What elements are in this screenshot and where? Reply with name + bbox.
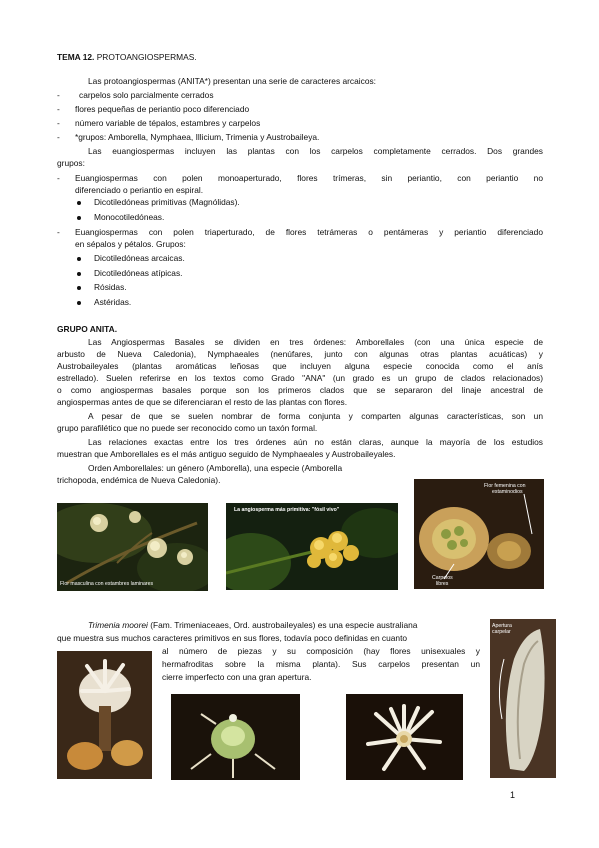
amborella-female-flower-photo [414,479,544,589]
photo-caption: Flor femenina con [484,483,526,489]
dash-marker: - [57,173,60,183]
intro-item: número variable de tépalos, estambres y carpelos [75,118,261,128]
anita-p1-line: angiospermas antes de que se diferenciaran el resto de las plantas con flores. [57,397,348,407]
intro-item: flores pequeñas de periantio poco diferenciado [75,104,250,114]
dash-marker: - [57,118,60,128]
group2-bullet: Astéridas. [94,297,132,307]
section-heading-anita: GRUPO ANITA. [57,324,118,334]
anita-p4-line: trichopoda, endémica de Nueva Caledonia). [57,475,221,485]
intro-item: carpelos solo parcialmente cerrados [79,90,214,100]
apertura-carpelar-photo [490,619,556,778]
photo-caption: La angiosperma más primitiva: "fósil vivo" [234,507,340,513]
photo-caption: Apertura [492,623,512,629]
trimenia-carpel-photo [171,694,300,780]
bullet [77,216,81,220]
anita-p1-line: Austrobaileyales (plantas aromáticas leñosas que incluyen alguna especie conocida como el anís [57,361,543,371]
euang-line1: Las euangiospermas incluyen las plantas con los carpelos completamente cerrados. Dos grandes [88,146,543,156]
anita-p2-line: grupo parafilético que no puede ser reconocido como un taxón formal. [57,423,318,433]
trimenia-line1 [88,620,417,631]
trimenia-line4: hermafroditas sobre la misma planta). Sus carpelos presentan un [162,659,480,669]
bullet [77,286,81,290]
trimenia-line2: que muestra sus muchos caracteres primitivos en sus flores, todavía poco definidas en cuanto [57,633,408,643]
group2-bullet: Rósidas. [94,282,127,292]
intro-lead: Las protoangiospermas (ANITA*) presentan una serie de caracteres arcaicos: [88,76,376,86]
bullet [77,272,81,276]
anita-p1-line: estrellado). Suelen referirse en los textos como Grado "ANA" (un grado es un grupo de clados relacionados) [57,373,543,383]
photo-caption: estaminodios [492,489,523,495]
group1-line1: Euangiospermas con polen monoaperturado, flores trímeras, sin periantio, con periantio no [75,173,543,183]
group2-bullet: Dicotiledóneas atípicas. [94,268,183,278]
group1-line2: diferenciado o periantio en espiral. [75,185,204,195]
photo-caption: Carpelos [432,575,453,581]
dash-marker: - [57,132,60,142]
anita-p3-line: muestran que Amborellales es el más antiguo seguido de Nymphaeales y Austrobaileyales. [57,449,396,459]
bullet [77,257,81,261]
dash-marker: - [57,104,60,114]
dash-marker: - [57,227,60,237]
anita-p1-line: Las Angiospermas Basales se dividen en tres órdenes: Amborellales (con una única especie de [88,337,543,347]
tema-title: PROTOANGIOSPERMAS. [96,52,197,62]
anita-p3-line: Las relaciones exactas entre los tres órdenes aún no están claras, aunque la mayoría de los estudios [88,437,543,447]
group2-line1: Euangiospermas con polen triaperturado, de flores tetrámeras o pentámeras y periantio diferenciado [75,227,543,237]
group2-bullet: Dicotiledóneas arcaicas. [94,253,185,263]
intro-item: *grupos: Amborella, Nymphaea, Illicium, Trimenia y Austrobaileya. [75,132,320,142]
trimenia-white-flower-photo [346,694,463,780]
euang-line2: grupos: [57,158,85,168]
trimenia-line3: al número de piezas y su composición (hay flores unisexuales y [162,646,480,656]
bullet [77,301,81,305]
group2-line2: en sépalos y pétalos. Grupos: [75,239,186,249]
trimenia-flower-photo [57,651,152,779]
amborella-fossil-photo [226,503,398,590]
photo-caption: libres [436,581,449,587]
trimenia-line1-rest: (Fam. Trimeniaceaes, Ord. austrobaileyales) es una especie australiana [147,620,418,630]
group1-bullet: Monocotiledóneas. [94,212,165,222]
species-name: Trimenia moorei [88,620,148,630]
tema-label: TEMA 12. [57,52,95,62]
photo-caption: Flor masculina con estambres laminares [60,581,154,587]
dash-marker: - [57,90,60,100]
amborella-male-flower-photo [57,503,208,591]
page-number: 1 [510,790,516,800]
anita-p1-line: o como angiospermas basales porque son los primeros clados que se separaron del linaje ancestral de [57,385,543,395]
trimenia-line5: cierre imperfecto con una gran apertura. [162,672,312,682]
anita-p4-line: Orden Amborellales: un género (Amborella), una especie (Amborella [88,463,343,473]
anita-p1-line: arbusto de Nueva Caledonia), Nymphaeales (nenúfares, junto con algunas otras plantas acuáticas) y [57,349,543,359]
group1-bullet: Dicotiledóneas primitivas (Magnólidas). [94,197,240,207]
bullet [77,201,81,205]
photo-caption: carpelar [492,629,511,635]
page-title [57,52,197,63]
anita-p2-line: A pesar de que se suelen nombrar de forma conjunta y comparten algunas características, son un [88,411,543,421]
